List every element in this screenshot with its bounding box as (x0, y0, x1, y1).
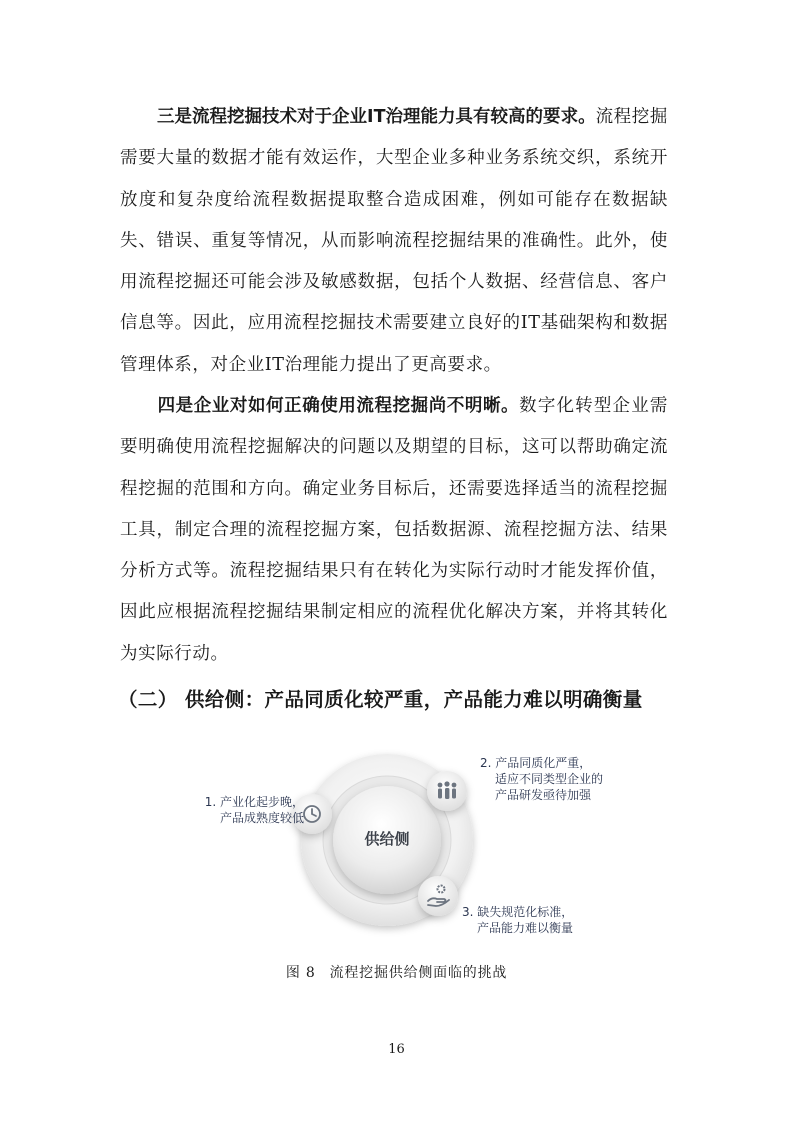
item-3-label (462, 904, 612, 936)
item-2-label (480, 755, 640, 803)
page-number: 16 (388, 1042, 405, 1057)
item-1-line1: 1. 产业化起步晚， (204, 795, 304, 809)
paragraph-body: 流程挖掘需要大量的数据才能有效运作，大型企业多种业务系统交织，系统开放度和复杂度给流程数据提取整合造成困难，例如可能存在数据缺失、错误、重复等情况，从而影响流程挖掘结果的准确性。此外，使用流程挖掘还可能会涉及敏感数据，包括个人数据、经营信息、客户信息等。因此，应用流程挖掘技术需要建立良好的IT基础架构和数据管理体系，对企业IT治理能力提出了更高要求。 (120, 107, 668, 375)
item-1-line2: 产品成熟度较低 (219, 811, 304, 825)
item-1-label (178, 794, 304, 826)
paragraph-body: 数字化转型企业需要明确使用流程挖掘解决的问题以及期望的目标，这可以帮助确定流程挖掘的范围和方向。确定业务目标后，还需要选择适当的流程挖掘工具，制定合理的流程挖掘方案，包括数据源、流程挖掘方法、结果分析方式等。流程挖掘结果只有在转化为实际行动时才能发挥价值，因此应根据流程挖掘结果制定相应的流程优化解决方案，并将其转化为实际行动。 (120, 396, 668, 664)
people-icon (427, 771, 467, 811)
item-2-line3: 产品研发亟待加强 (495, 788, 592, 802)
figure-caption (0, 962, 793, 982)
supply-side-figure (160, 738, 640, 958)
item-2-line2: 适应不同类型企业的 (495, 772, 604, 786)
paragraph-usage-unclear (120, 386, 668, 675)
center-label: 供给侧 (364, 830, 410, 848)
item-2-line1: 2. 产品同质化严重， (480, 756, 592, 770)
item-3-line2: 产品能力难以衡量 (477, 921, 574, 935)
paragraph-lead: 三是流程挖掘技术对于企业IT治理能力具有较高的要求。 (157, 107, 596, 127)
hand-gear-icon (418, 876, 458, 916)
section-heading: （二） 供给侧：产品同质化较严重，产品能力难以明确衡量 (118, 688, 643, 711)
figure-number: 图 8 (285, 965, 316, 981)
paragraph-lead: 四是企业对如何正确使用流程挖掘尚不明晰。 (157, 396, 520, 416)
figure-caption-text: 流程挖掘供给侧面临的挑战 (329, 965, 508, 981)
paragraph-it-governance (120, 97, 668, 386)
item-3-line1: 3. 缺失规范化标准， (462, 905, 574, 919)
